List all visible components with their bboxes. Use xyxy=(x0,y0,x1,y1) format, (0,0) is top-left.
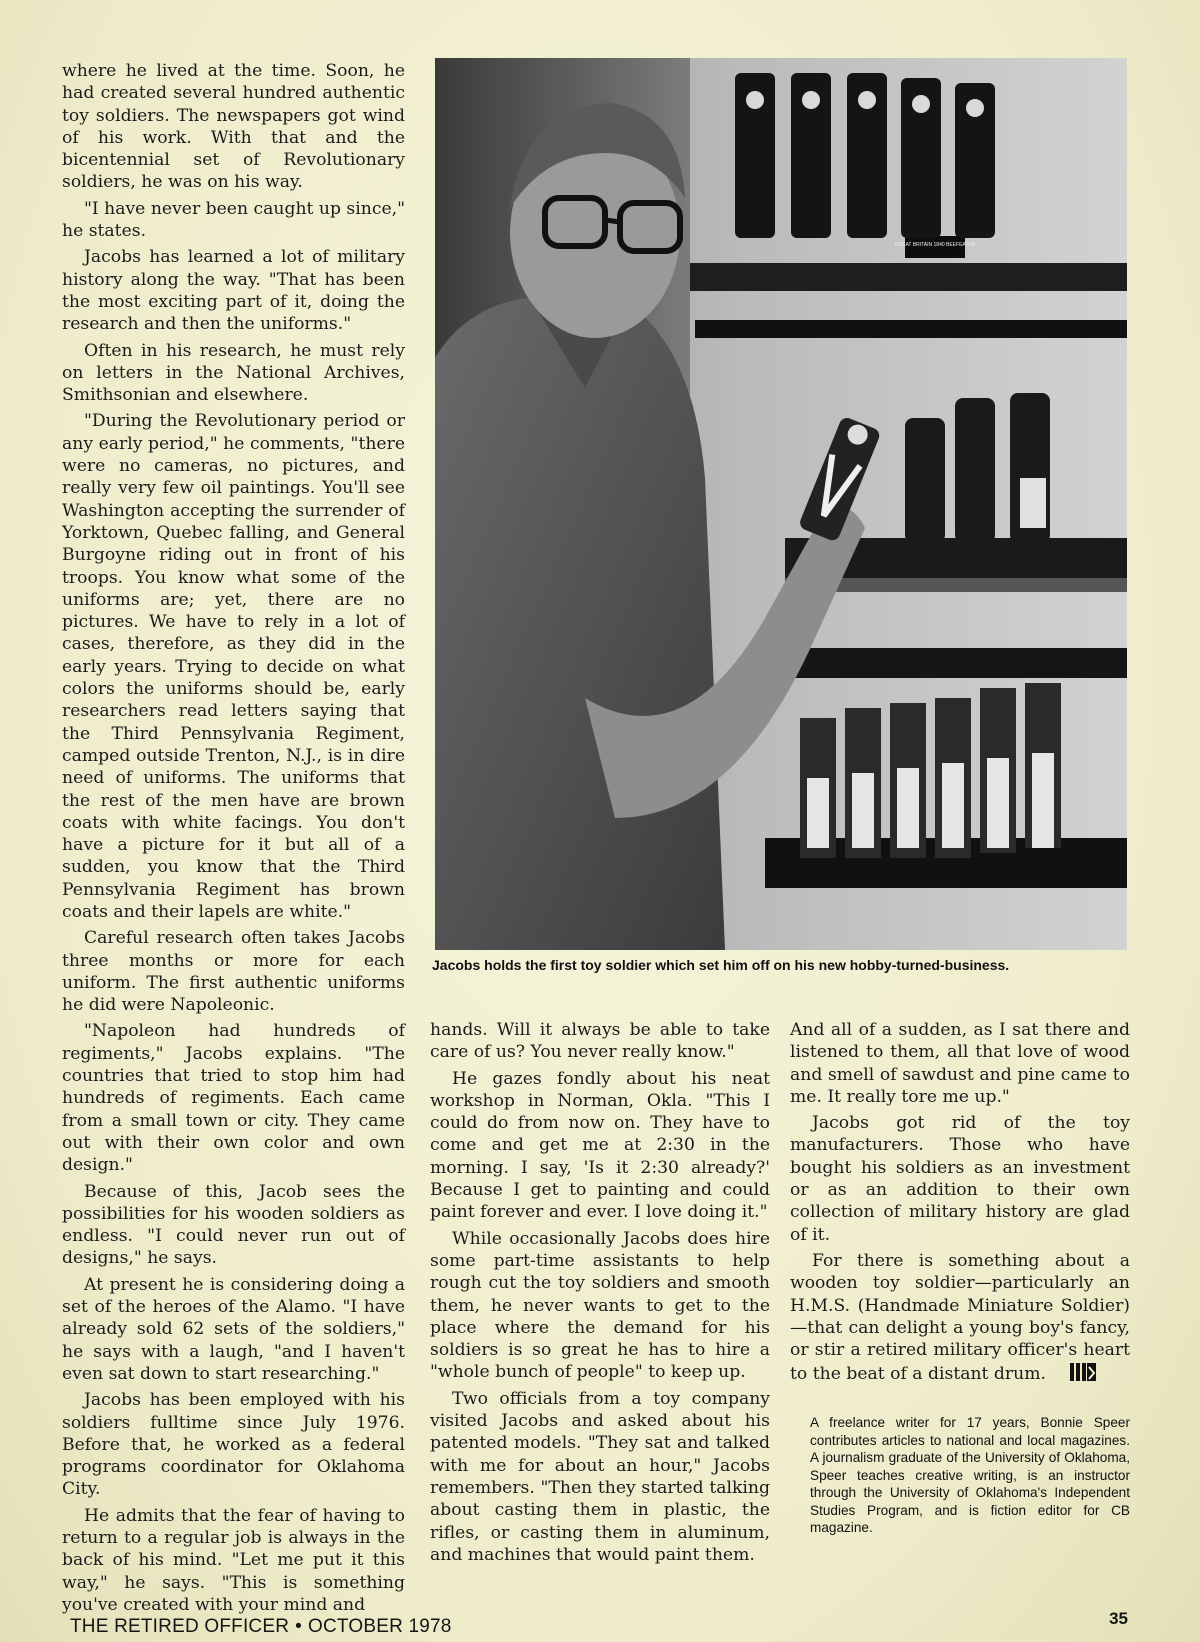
paragraph: Two officials from a toy company visited Jacobs and asked about his patented models. "They sat and talked with me for about an hour," Jacobs remembers. "Then they started talking about casting them in plastic, the rifles, or casting them in aluminum, and machines that would paint them. xyxy=(430,1388,770,1565)
photo-caption: Jacobs holds the first toy soldier which set him off on his new hobby-turned-business. xyxy=(432,957,1010,973)
author-bio xyxy=(810,1414,1130,1537)
shelf-plaque: GREAT BRITAIN 1840 BEEFEATER xyxy=(894,242,976,248)
paragraph-final xyxy=(790,1250,1130,1386)
paragraph: Because of this, Jacob sees the possibilities for his wooden soldiers as endless. "I could never run out of designs," he says. xyxy=(62,1181,405,1269)
bio-text: A freelance writer for 17 years, Bonnie Speer contributes articles to national and local magazines. A journalism graduate of the University of Oklahoma, Speer teaches creative writing, is an instructor through the University of Oklahoma's Independent Studies Program, and is fiction editor for CB magazine. xyxy=(810,1415,1130,1535)
footer-separator: • xyxy=(295,1616,302,1637)
middle-column xyxy=(430,1019,770,1570)
paragraph: And all of a sudden, as I sat there and listened to them, all that love of wood and smell of sawdust and pine came to me. It really tore me up." xyxy=(790,1020,1130,1107)
paragraph: Often in his research, he must rely on letters in the National Archives, Smithsonian and elsewhere. xyxy=(62,340,405,406)
paragraph: While occasionally Jacobs does hire some part-time assistants to help rough cut the toy soldiers and smooth them, he never wants to get to the place where the demand for his soldiers is so great he has to hire a "whole bunch of people" to keep up. xyxy=(430,1228,770,1383)
article-photo xyxy=(435,58,1127,950)
paragraph: Careful research often takes Jacobs three months or more for each uniform. The first authentic uniforms he did were Napoleonic. xyxy=(62,928,405,1016)
paragraph: "Napoleon had hundreds of regiments," Jacobs explains. "The countries that tried to stop him had hundreds of regiments. Each came from a small town or city. They came out with their own color and own design." xyxy=(62,1021,405,1176)
paragraph: hands. Will it always be able to take care of us? You never really know." xyxy=(430,1020,770,1063)
paragraph-text: For there is something about a wooden toy soldier—particularly an H.M.S. (Handmade Miniature Soldier)—that can delight a young boy's fancy, or stir a retired military officer's heart to the beat of a distant drum. xyxy=(790,1250,1130,1385)
paragraph: "During the Revolutionary period or any early period," he comments, "there were no cameras, no pictures, and really very few oil paintings. You'll see Washington accepting the surrender of Yorktown, Quebec falling, and General Burgoyne riding out in front of his troops. You know what some of the uniforms are; yet, there are no pictures. We have to rely in a lot of cases, therefore, as they did in the early years. Trying to decide on what colors the uniforms should be, early researchers read letters saying that the Third Pennsylvania Regiment, camped outside Trenton, N.J., is in dire need of uniforms. The uniforms that the rest of the men have are brown coats with white facings. You don't have a picture for it but all of a sudden, you know that the Third Pennsylvania Regiment has brown coats and their lapels are white." xyxy=(62,411,405,922)
running-footer xyxy=(70,1616,452,1638)
paragraph: Jacobs got rid of the toy manufacturers. Those who have bought his soldiers as an investment or as an addition to their own collection of military history are glad of it. xyxy=(790,1113,1130,1245)
paragraph: Jacobs has learned a lot of military history along the way. "That has been the most exciting part of it, doing the research and then the uniforms." xyxy=(62,247,405,335)
paragraph: where he lived at the time. Soon, he had created several hundred authentic toy soldiers. The newspapers got wind of his work. With that and the bicentennial set of Revolutionary soldiers, he was on his way. xyxy=(62,61,405,193)
paragraph: He admits that the fear of having to return to a regular job is always in the back of his mind. "Let me put it this way," he says. "This is something you've created with your mind and xyxy=(62,1505,405,1615)
paragraph: At present he is considering doing a set of the heroes of the Alamo. "I have already sold 62 sets of the soldiers," he says with a laugh, "and I haven't even sat down to start researching." xyxy=(62,1274,405,1384)
left-column xyxy=(62,60,405,1620)
end-of-article-icon xyxy=(1048,1361,1074,1383)
paragraph: Jacobs has been employed with his soldiers fulltime since July 1976. Before that, he worked as a federal programs coordinator for Oklahoma City. xyxy=(62,1390,405,1500)
publication-name: THE RETIRED OFFICER xyxy=(70,1616,290,1637)
issue-date: OCTOBER 1978 xyxy=(308,1616,452,1637)
page-number: 35 xyxy=(1109,1609,1128,1628)
right-column xyxy=(790,1019,1130,1390)
photo-illustration xyxy=(435,58,1127,950)
paragraph: He gazes fondly about his neat workshop in Norman, Okla. "This I could do from now on. They have to come and get me at 2:30 in the morning. I say, 'Is it 2:30 already?' Because I get to painting and could paint forever and ever. I love doing it." xyxy=(430,1068,770,1223)
paragraph: "I have never been caught up since," he states. xyxy=(62,198,405,242)
